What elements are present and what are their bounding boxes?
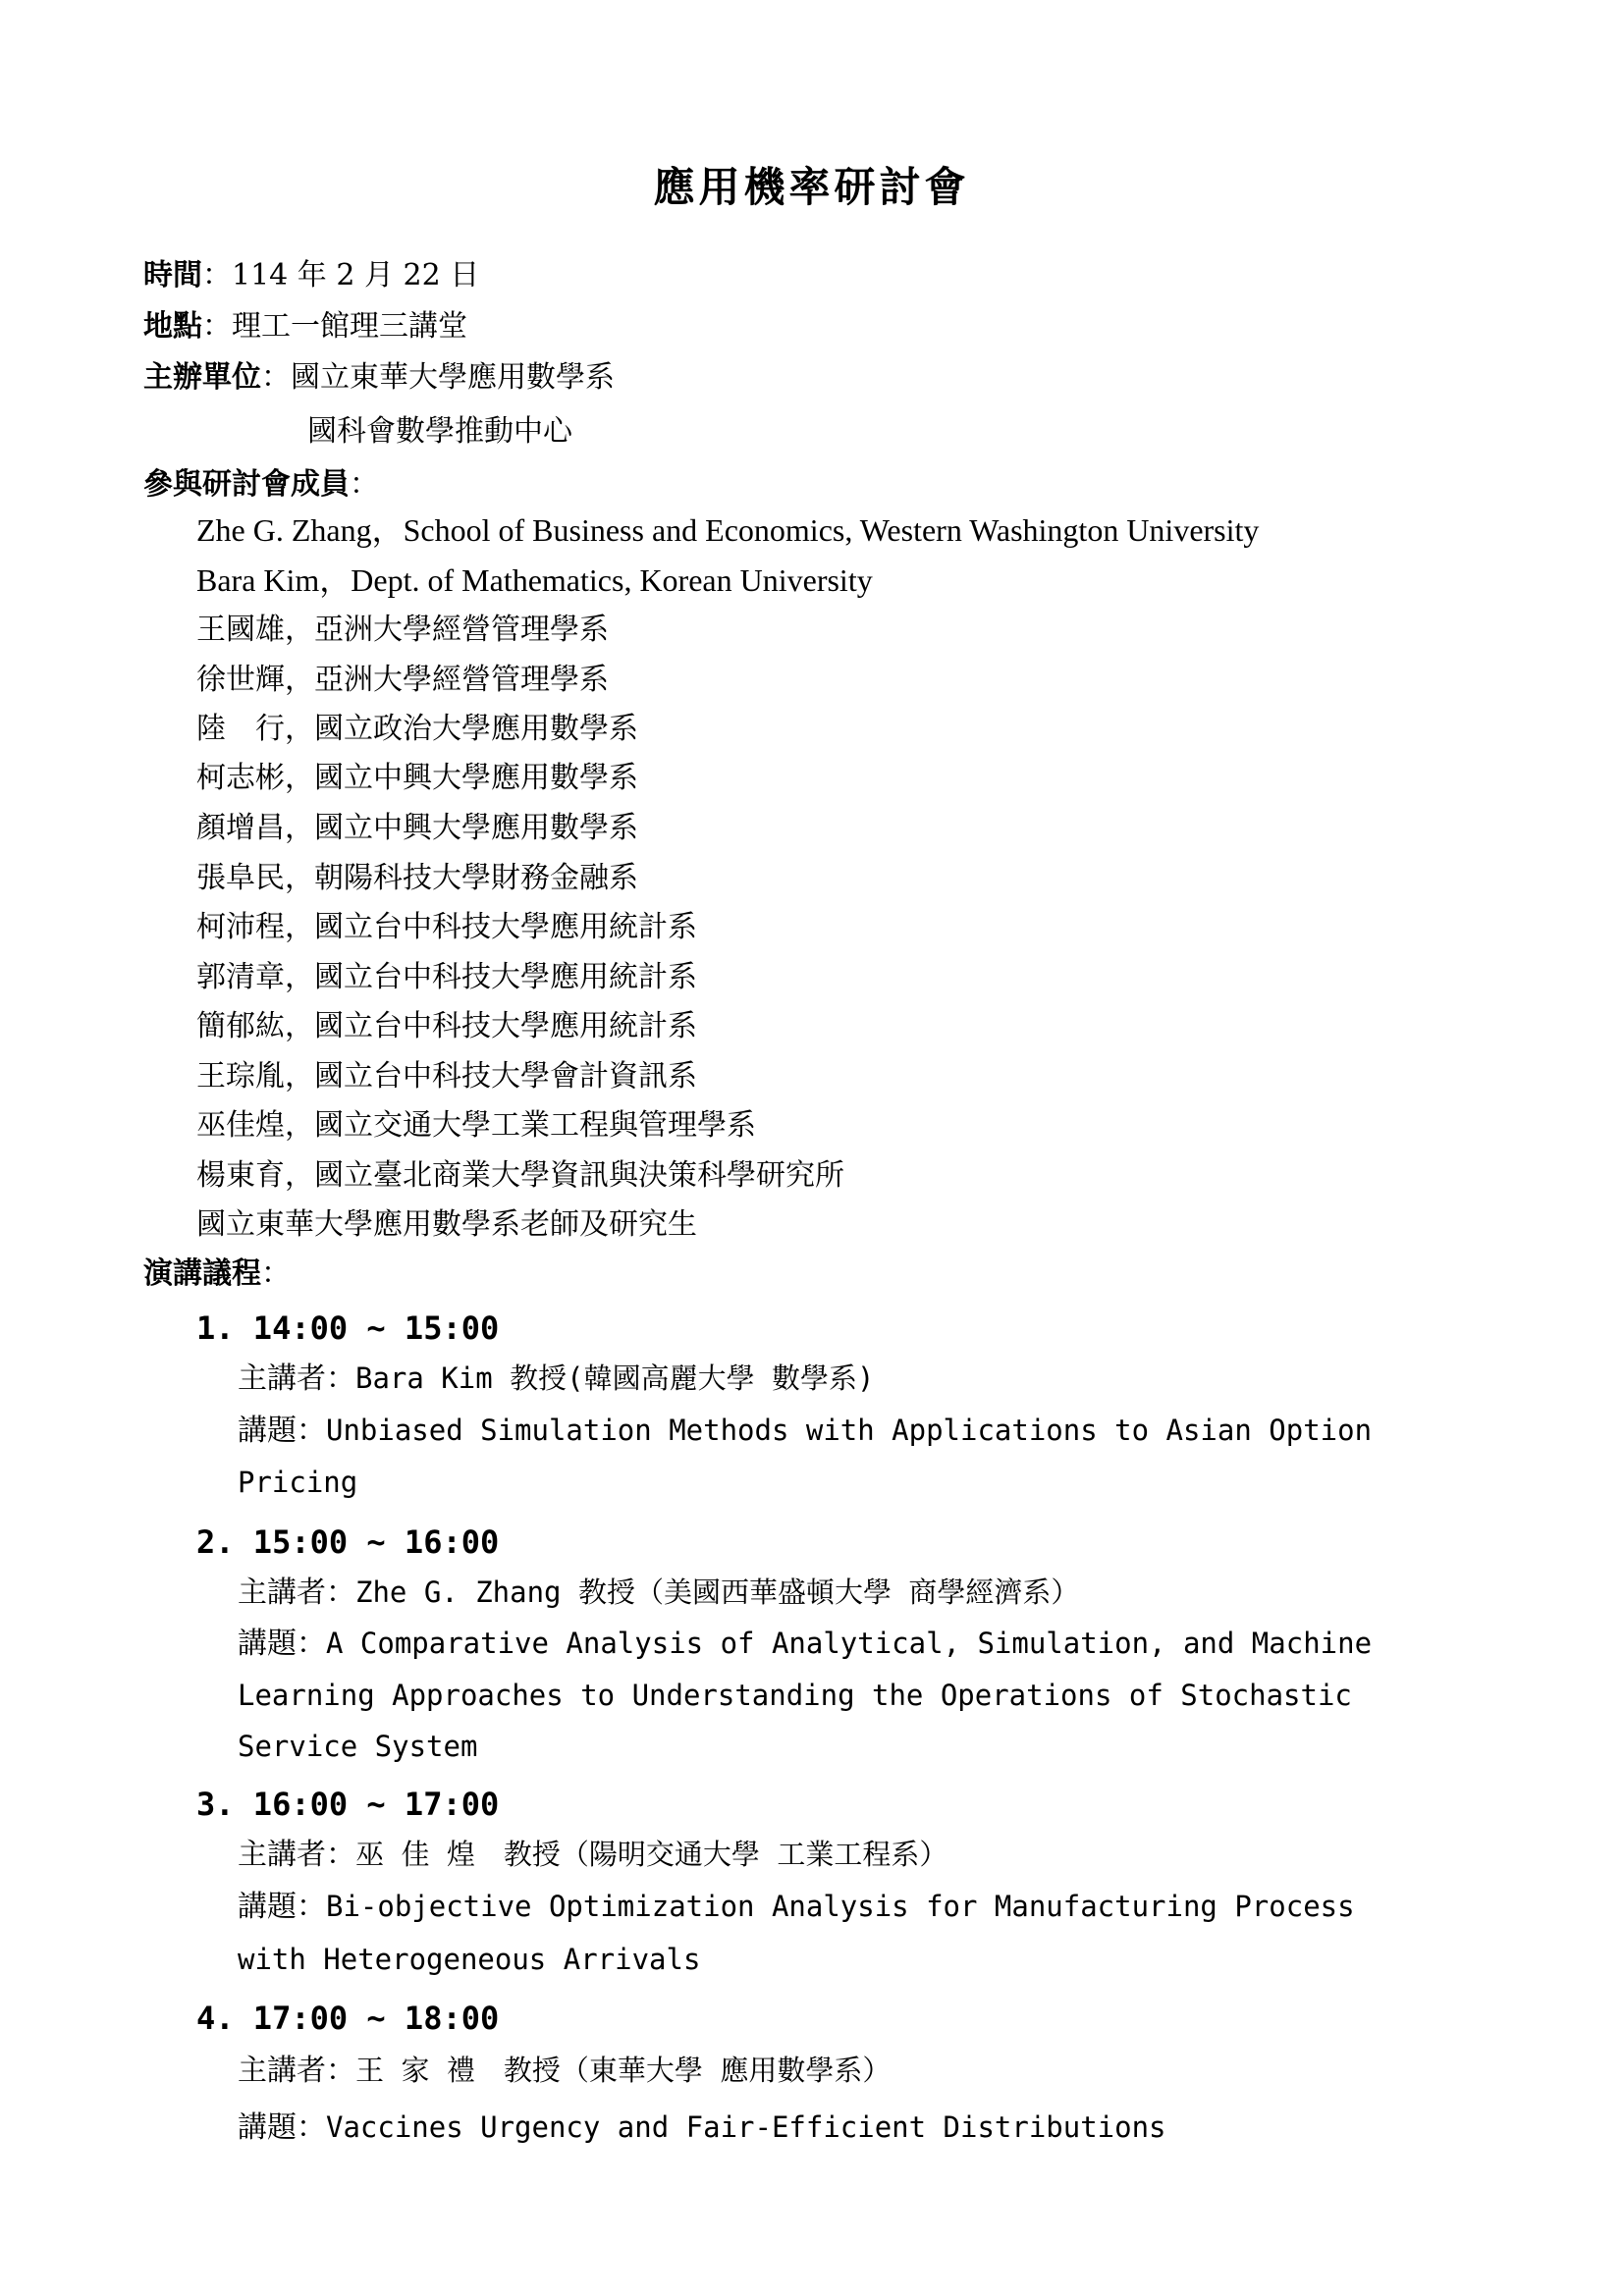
place-value: 理工一館理三講堂 bbox=[232, 309, 467, 344]
session-time-row bbox=[196, 2000, 500, 2037]
session-topic-row bbox=[238, 1890, 1355, 1924]
member-item: 簡郁紘，國立台中科技大學應用統計系 bbox=[196, 1009, 697, 1043]
member-item: 張阜民，朝陽科技大學財務金融系 bbox=[196, 861, 638, 895]
session-speaker: Bara Kim 教授(韓國高麗大學 數學系) bbox=[355, 1362, 875, 1395]
session-number: 1. bbox=[196, 1309, 235, 1347]
member-item: 徐世輝，亞洲大學經營管理學系 bbox=[196, 663, 609, 697]
session-time-row bbox=[196, 1786, 500, 1823]
topic-label: 講題： bbox=[238, 2110, 326, 2145]
time-sep: ： bbox=[202, 258, 232, 293]
session-topic-row bbox=[238, 1416, 1372, 1446]
member-item: 國立東華大學應用數學系老師及研究生 bbox=[196, 1207, 697, 1242]
session-speaker-row bbox=[238, 1575, 1080, 1610]
session-speaker: Zhe G. Zhang 教授（美國西華盛頓大學 商學經濟系） bbox=[355, 1575, 1080, 1609]
topic-label: 講題： bbox=[238, 1414, 326, 1448]
member-item: 陸 行，國立政治大學應用數學系 bbox=[196, 712, 638, 746]
session-speaker-row bbox=[238, 1364, 875, 1394]
organizer-value-1: 國立東華大學應用數學系 bbox=[291, 360, 615, 395]
organizer-sep: ： bbox=[261, 360, 291, 395]
session-time: 14:00 ~ 15:00 bbox=[252, 1309, 500, 1347]
session-time-row bbox=[196, 1309, 500, 1347]
member-item: 柯沛程，國立台中科技大學應用統計系 bbox=[196, 910, 697, 944]
place-label: 地點 bbox=[143, 309, 202, 344]
agenda-heading-row bbox=[143, 1256, 291, 1291]
members-sep: ： bbox=[350, 467, 379, 502]
speaker-label: 主講者： bbox=[238, 1838, 355, 1872]
session-time: 15:00 ~ 16:00 bbox=[252, 1523, 500, 1561]
member-item: 楊東育，國立臺北商業大學資訊與決策科學研究所 bbox=[196, 1158, 844, 1193]
session-topic-line: Service System bbox=[238, 1730, 478, 1763]
session-topic-row bbox=[238, 1629, 1372, 1659]
speaker-label: 主講者： bbox=[238, 2054, 355, 2088]
session-topic-line: Learning Approaches to Understanding the Operations of Stochastic bbox=[238, 1679, 1352, 1712]
member-item: Bara Kim，Dept. of Mathematics, Korean University bbox=[196, 562, 873, 598]
session-topic-line: Vaccines Urgency and Fair-Efficient Distributions bbox=[326, 2110, 1166, 2144]
time-row bbox=[143, 258, 480, 293]
session-topic-line: Unbiased Simulation Methods with Applications to Asian Option bbox=[326, 1414, 1373, 1447]
session-time: 17:00 ~ 18:00 bbox=[252, 2000, 500, 2037]
agenda-sep: ： bbox=[261, 1256, 291, 1291]
session-topic-line: Pricing bbox=[238, 1466, 358, 1499]
session-number: 2. bbox=[196, 1523, 235, 1561]
organizer-row bbox=[143, 360, 615, 395]
member-item: 王琮胤，國立台中科技大學會計資訊系 bbox=[196, 1059, 697, 1094]
session-speaker: 王 家 禮 教授（東華大學 應用數學系） bbox=[355, 2054, 892, 2087]
member-item: 巫佳煌，國立交通大學工業工程與管理學系 bbox=[196, 1108, 756, 1143]
session-speaker-row bbox=[238, 2056, 891, 2086]
speaker-label: 主講者： bbox=[238, 1362, 355, 1396]
member-item: Zhe G. Zhang，School of Business and Economics, Western Washington University bbox=[196, 512, 1260, 548]
place-sep: ： bbox=[202, 309, 232, 344]
place-row bbox=[143, 309, 467, 344]
page-title: 應用機率研討會 bbox=[653, 163, 970, 211]
session-topic-line: with Heterogeneous Arrivals bbox=[238, 1943, 701, 1976]
session-topic-line: A Comparative Analysis of Analytical, Simulation, and Machine bbox=[326, 1627, 1373, 1660]
agenda-heading: 演講議程 bbox=[143, 1256, 261, 1291]
organizer-value-2: 國科會數學推動中心 bbox=[307, 414, 572, 449]
time-label: 時間 bbox=[143, 258, 202, 293]
topic-label: 講題： bbox=[238, 1890, 326, 1924]
member-item: 郭清章，國立台中科技大學應用統計系 bbox=[196, 960, 697, 994]
speaker-label: 主講者： bbox=[238, 1575, 355, 1610]
session-topic-row bbox=[238, 2110, 1166, 2145]
member-item: 柯志彬，國立中興大學應用數學系 bbox=[196, 761, 638, 795]
members-heading-row bbox=[143, 467, 379, 502]
session-speaker: 巫 佳 煌 教授（陽明交通大學 工業工程系） bbox=[355, 1838, 948, 1871]
members-heading: 參與研討會成員 bbox=[143, 467, 350, 502]
session-time: 16:00 ~ 17:00 bbox=[252, 1786, 500, 1823]
session-speaker-row bbox=[238, 1838, 948, 1872]
session-time-row bbox=[196, 1523, 500, 1561]
member-item: 顏增昌，國立中興大學應用數學系 bbox=[196, 811, 638, 845]
topic-label: 講題： bbox=[238, 1627, 326, 1661]
session-number: 3. bbox=[196, 1786, 235, 1823]
time-value: 114 年 2 月 22 日 bbox=[232, 258, 480, 293]
organizer-label: 主辦單位 bbox=[143, 360, 261, 395]
member-item: 王國雄，亞洲大學經營管理學系 bbox=[196, 613, 609, 647]
session-number: 4. bbox=[196, 2000, 235, 2037]
session-topic-line: Bi-objective Optimization Analysis for Manufacturing Process bbox=[326, 1890, 1355, 1923]
